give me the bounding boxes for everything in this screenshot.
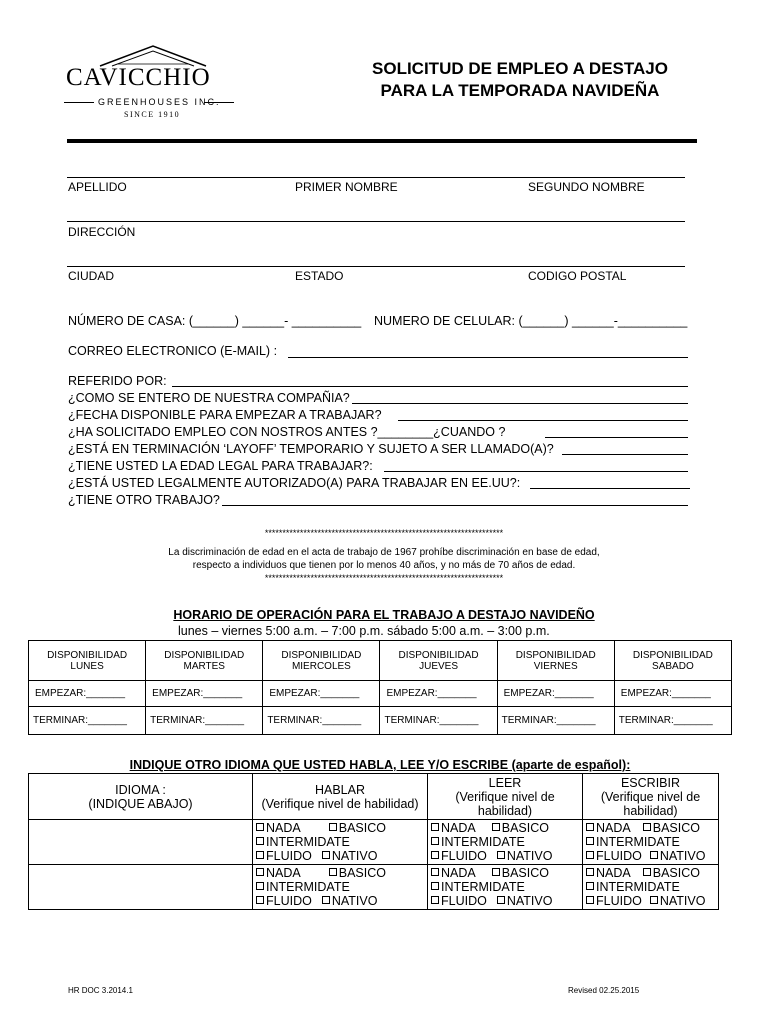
start-miercoles-field[interactable]: EMPEZAR:_______ [263,681,380,707]
end-lunes-field[interactable]: TERMINAR:_______ [29,707,146,735]
checkbox-icon [586,851,594,859]
level-option[interactable]: BASICO [329,821,386,835]
checkbox-icon [431,882,439,890]
end-martes-field[interactable]: TERMINAR:_______ [146,707,263,735]
label-ciudad: CIUDAD [68,269,115,283]
level-option[interactable]: NADA [586,866,631,880]
checkbox-icon [586,882,594,890]
day-header-sabado: DISPONIBILIDAD SABADO [614,641,731,681]
checkbox-icon [431,896,439,904]
level-option[interactable]: NADA [256,866,301,880]
language-row [29,865,719,910]
level-option[interactable]: NATIVO [650,894,706,908]
language-name-field[interactable] [29,820,253,865]
start-martes-field[interactable]: EMPEZAR:_______ [146,681,263,707]
question-edad-legal: ¿TIENE USTED LA EDAD LEGAL PARA TRABAJAR?: [68,459,373,473]
escribir-levels [583,865,719,910]
schedule-hours: lunes – viernes 5:00 a.m. – 7:00 p.m. sábado 5:00 a.m. – 3:00 p.m. [178,624,550,638]
checkbox-icon [256,896,264,904]
logo-sub-rule-left [64,102,94,103]
checkbox-icon [650,896,658,904]
leer-levels [428,865,583,910]
logo-sub-rule-right [204,102,234,103]
checkbox-icon [586,823,594,831]
level-option[interactable]: FLUIDO [256,894,312,908]
level-option[interactable]: INTERMIDATE [256,835,350,849]
col-idioma-header: IDIOMA : (INDIQUE ABAJO) [29,774,253,820]
day-header-martes: DISPONIBILIDAD MARTES [146,641,263,681]
checkbox-icon [643,868,651,876]
checkbox-icon [650,851,658,859]
checkbox-icon [329,823,337,831]
checkbox-icon [329,868,337,876]
checkbox-icon [497,896,505,904]
level-option[interactable]: NATIVO [322,894,378,908]
footer-doc-id: HR DOC 3.2014.1 [68,986,133,995]
question-referido: REFERIDO POR: [68,374,167,388]
end-viernes-field[interactable]: TERMINAR:_______ [497,707,614,735]
logo-name: CAVICCHIO [66,64,211,91]
company-logo [62,42,242,122]
day-header-jueves: DISPONIBILIDAD JUEVES [380,641,497,681]
checkbox-icon [256,882,264,890]
level-option[interactable]: FLUIDO [431,894,487,908]
level-option[interactable]: FLUIDO [431,849,487,863]
page-title [320,58,720,102]
answer-line-otro-trabajo[interactable] [222,505,688,506]
label-primer-nombre: PRIMER NOMBRE [295,180,398,194]
checkbox-icon [431,868,439,876]
availability-table [28,640,732,735]
checkbox-icon [322,896,330,904]
level-option[interactable]: BASICO [643,821,700,835]
level-option[interactable]: INTERMIDATE [431,835,525,849]
level-option[interactable]: FLUIDO [586,849,642,863]
answer-line-como-se-entero[interactable] [352,403,688,404]
question-solicitado-antes: ¿HA SOLICITADO EMPLEO CON NOSTROS ANTES ?________¿CUANDO ? [68,425,506,439]
checkbox-icon [497,851,505,859]
leer-levels [428,820,583,865]
end-miercoles-field[interactable]: TERMINAR:_______ [263,707,380,735]
checkbox-icon [586,837,594,845]
start-time-row [29,681,732,707]
home-phone-field[interactable]: NÚMERO DE CASA: (______) ______- __________ [68,314,362,328]
question-otro-trabajo: ¿TIENE OTRO TRABAJO? [68,493,220,507]
level-option[interactable]: FLUIDO [586,894,642,908]
languages-heading: INDIQUE OTRO IDIOMA QUE USTED HABLA, LEE Y/O ESCRIBE (aparte de español): [129,758,631,772]
cell-phone-field[interactable]: NUMERO DE CELULAR: (______) ______-__________ [374,314,688,328]
schedule-heading: HORARIO DE OPERACIÓN PARA EL TRABAJO A DESTAJO NAVIDEÑO [173,608,595,622]
start-jueves-field[interactable]: EMPEZAR:_______ [380,681,497,707]
checkbox-icon [492,823,500,831]
hablar-levels [253,820,428,865]
availability-header-row [29,641,732,681]
logo-subtitle: GREENHOUSES INC. [98,97,221,107]
age-discrimination-notice-line-2: respecto a individuos que tienen por lo menos 40 años, y no más de 70 años de edad. [192,560,576,571]
level-option[interactable]: NADA [256,821,301,835]
start-viernes-field[interactable]: EMPEZAR:_______ [497,681,614,707]
languages-table [28,773,719,910]
notice-stars-top: ******************************************************************** [264,528,504,538]
checkbox-icon [431,851,439,859]
checkbox-icon [643,823,651,831]
level-option[interactable]: NATIVO [650,849,706,863]
level-option[interactable]: NATIVO [497,894,553,908]
level-option[interactable]: BASICO [492,821,549,835]
col-hablar-header: HABLAR (Verifique nivel de habilidad) [253,774,428,820]
title-line-1: SOLICITUD DE EMPLEO A DESTAJO [372,59,668,78]
start-sabado-field[interactable]: EMPEZAR:_______ [614,681,731,707]
escribir-levels [583,820,719,865]
level-option[interactable]: INTERMIDATE [586,835,680,849]
header-divider [67,139,697,143]
question-layoff: ¿ESTÁ EN TERMINACIÓN ‘LAYOFF’ TEMPORARIO Y SUJETO A SER LLAMADO(A)? [68,442,554,456]
label-direccion: DIRECCIÓN [68,225,136,239]
level-option[interactable]: INTERMIDATE [256,880,350,894]
level-option[interactable]: INTERMIDATE [586,880,680,894]
checkbox-icon [256,851,264,859]
col-leer-header: LEER (Verifique nivel de habilidad) [428,774,583,820]
level-option[interactable]: NATIVO [322,849,378,863]
level-option[interactable]: INTERMIDATE [431,880,525,894]
end-jueves-field[interactable]: TERMINAR:_______ [380,707,497,735]
checkbox-icon [492,868,500,876]
col-escribir-header: ESCRIBIR (Verifique nivel de habilidad) [583,774,719,820]
answer-line-layoff[interactable] [562,454,688,455]
answer-line-cuando[interactable] [545,437,688,438]
start-lunes-field[interactable]: EMPEZAR:_______ [29,681,146,707]
level-option[interactable]: NADA [431,821,476,835]
email-label: CORREO ELECTRONICO (E-MAIL) : [68,344,278,358]
answer-line-edad-legal[interactable] [384,471,688,472]
checkbox-icon [586,896,594,904]
level-option[interactable]: NADA [431,866,476,880]
level-option[interactable]: BASICO [492,866,549,880]
footer-revised: Revised 02.25.2015 [568,986,640,995]
day-header-miercoles: DISPONIBILIDAD MIERCOLES [263,641,380,681]
name-input-line[interactable] [67,177,685,178]
age-discrimination-notice-line-1: La discriminación de edad en el acta de trabajo de 1967 prohíbe discriminación en base de edad, [168,547,600,558]
logo-since: SINCE 1910 [124,110,181,119]
checkbox-icon [431,837,439,845]
question-fecha-disponible: ¿FECHA DISPONIBLE PARA EMPEZAR A TRABAJAR? [68,408,382,422]
checkbox-icon [256,823,264,831]
address-input-line[interactable] [67,221,685,222]
level-option[interactable]: BASICO [643,866,700,880]
checkbox-icon [322,851,330,859]
day-header-lunes: DISPONIBILIDAD LUNES [29,641,146,681]
question-como-se-entero: ¿COMO SE ENTERO DE NUESTRA COMPAÑIA? [68,391,350,405]
notice-stars-bottom: ******************************************************************** [264,573,504,583]
question-autorizado: ¿ESTÁ USTED LEGALMENTE AUTORIZADO(A) PARA TRABAJAR EN EE.UU?: [68,476,521,490]
email-input-line[interactable] [288,357,688,358]
checkbox-icon [256,837,264,845]
level-option[interactable]: FLUIDO [256,849,312,863]
level-option[interactable]: NADA [586,821,631,835]
title-line-2: PARA LA TEMPORADA NAVIDEÑA [380,81,660,100]
answer-line-autorizado[interactable] [530,488,690,489]
languages-header-row [29,774,719,820]
label-segundo-nombre: SEGUNDO NOMBRE [528,180,645,194]
label-estado: ESTADO [295,269,344,283]
answer-line-fecha-disponible[interactable] [398,420,688,421]
answer-line-referido[interactable] [172,386,688,387]
level-option[interactable]: NATIVO [497,849,553,863]
language-name-field[interactable] [29,865,253,910]
checkbox-icon [586,868,594,876]
end-sabado-field[interactable]: TERMINAR:_______ [614,707,731,735]
level-option[interactable]: BASICO [329,866,386,880]
language-row [29,820,719,865]
label-codigo-postal: CODIGO POSTAL [528,269,627,283]
day-header-viernes: DISPONIBILIDAD VIERNES [497,641,614,681]
end-time-row [29,707,732,735]
checkbox-icon [431,823,439,831]
city-input-line[interactable] [67,266,685,267]
checkbox-icon [256,868,264,876]
hablar-levels [253,865,428,910]
label-apellido: APELLIDO [68,180,127,194]
